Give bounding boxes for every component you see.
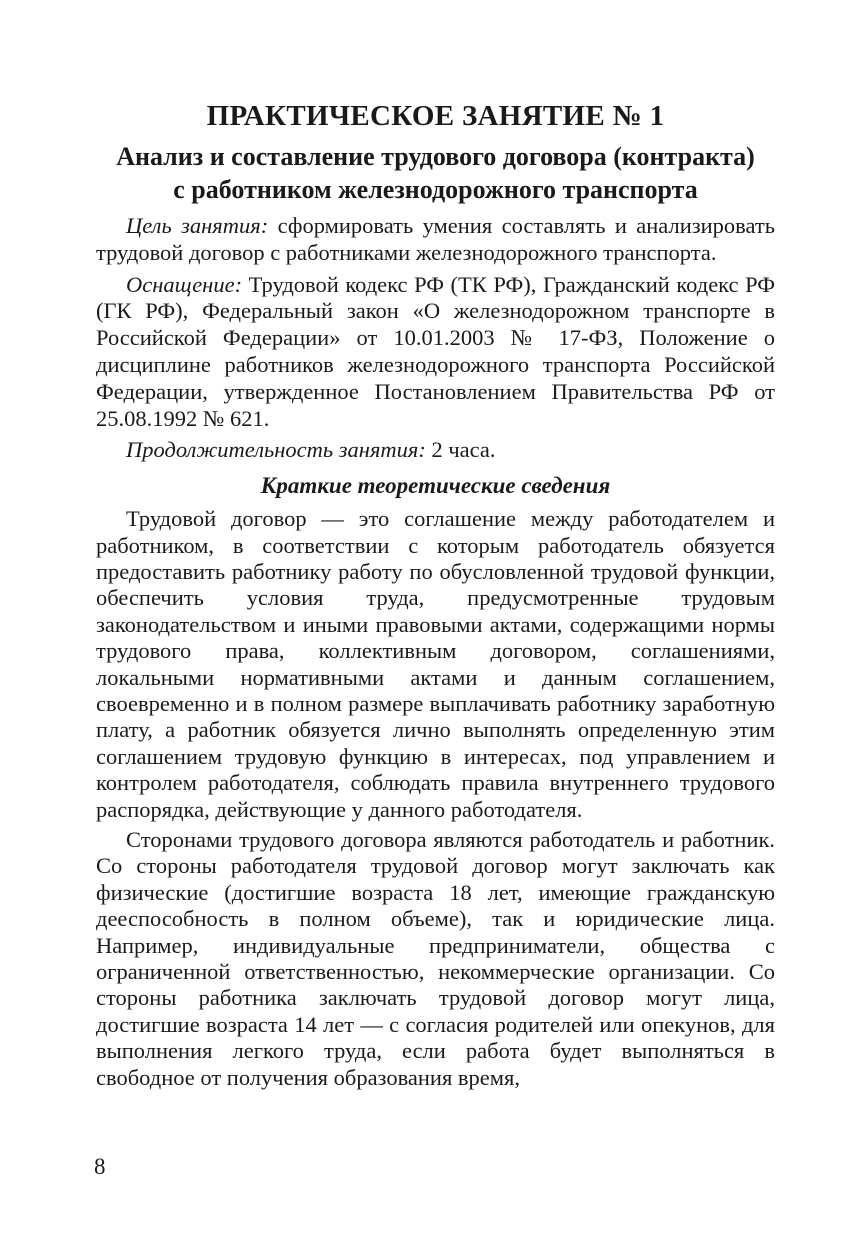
duration-paragraph [96,437,775,464]
subtitle-line-1: Анализ и составление трудового договора (контракта) [116,142,755,171]
section-title: Краткие теоретические сведения [260,473,611,499]
subtitle-line-2: с работником железнодорожного транспорта [173,175,698,204]
page-number: 8 [94,1154,106,1179]
goal-label: Цель занятия: [126,213,269,238]
body-paragraph-1: Трудовой договор — это соглашение между работодателем и работником, в соответствии с которым работодатель обязуется предоставить работнику работу по обусловленной трудовой функции, обеспечить условия труда, предусмотренные трудовым законодательством и иными правовыми актами, содержащими нормы трудового права, коллективным договором, соглашениями, локальными нормативными актами и данным соглашением, своевременно и в полном размере выплачивать работнику заработную плату, а работник обязуется лично выполнять определенную этим соглашением трудовую функцию в интересах, под управлением и контролем работодателя, соблюдать правила внутреннего трудового распорядка, действующие у данного работодателя. [96,506,775,822]
equipment-text: Трудовой кодекс РФ (ТК РФ), Гражданский кодекс РФ (ГК РФ), Федеральный закон «О железнодорожном транспорте в Российской Федерации» от 10.01.2003 № 17-ФЗ, Положение о дисциплине работников железнодорожного транспорта Российской Федерации, утвержденное Постановлением Правительства РФ от 25.08.1992 № 621. [96,271,775,431]
body-paragraph-2: Сторонами трудового договора являются работодатель и работник. Со стороны работодателя трудовой договор могут заключать как физические (достигшие возраста 18 лет, имеющие гражданскую дееспособность в полном объеме), так и юридические лица. Например, индивидуальные предприниматели, общества с ограниченной ответственностью, некоммерческие организации. Со стороны работника заключать трудовой договор могут лица, достигшие возраста 14 лет — с согласия родителей или опекунов, для выполнения легкого труда, если работа будет выполняться в свободное от получения образования время, [96,827,775,1090]
equipment-paragraph [96,272,775,433]
duration-label: Продолжительность занятия: [126,437,426,463]
duration-text: 2 часа. [425,437,496,463]
lesson-meta [96,213,775,464]
page-content [96,98,775,1091]
goal-paragraph [96,213,775,267]
page-title: ПРАКТИЧЕСКОЕ ЗАНЯТИЕ № 1 [206,100,665,132]
goal-text: сформировать умения составлять и анализировать трудовой договор с работниками железнодорожного транспорта. [96,213,775,265]
page-subtitle [96,140,775,206]
equipment-label: Оснащение: [126,271,243,297]
